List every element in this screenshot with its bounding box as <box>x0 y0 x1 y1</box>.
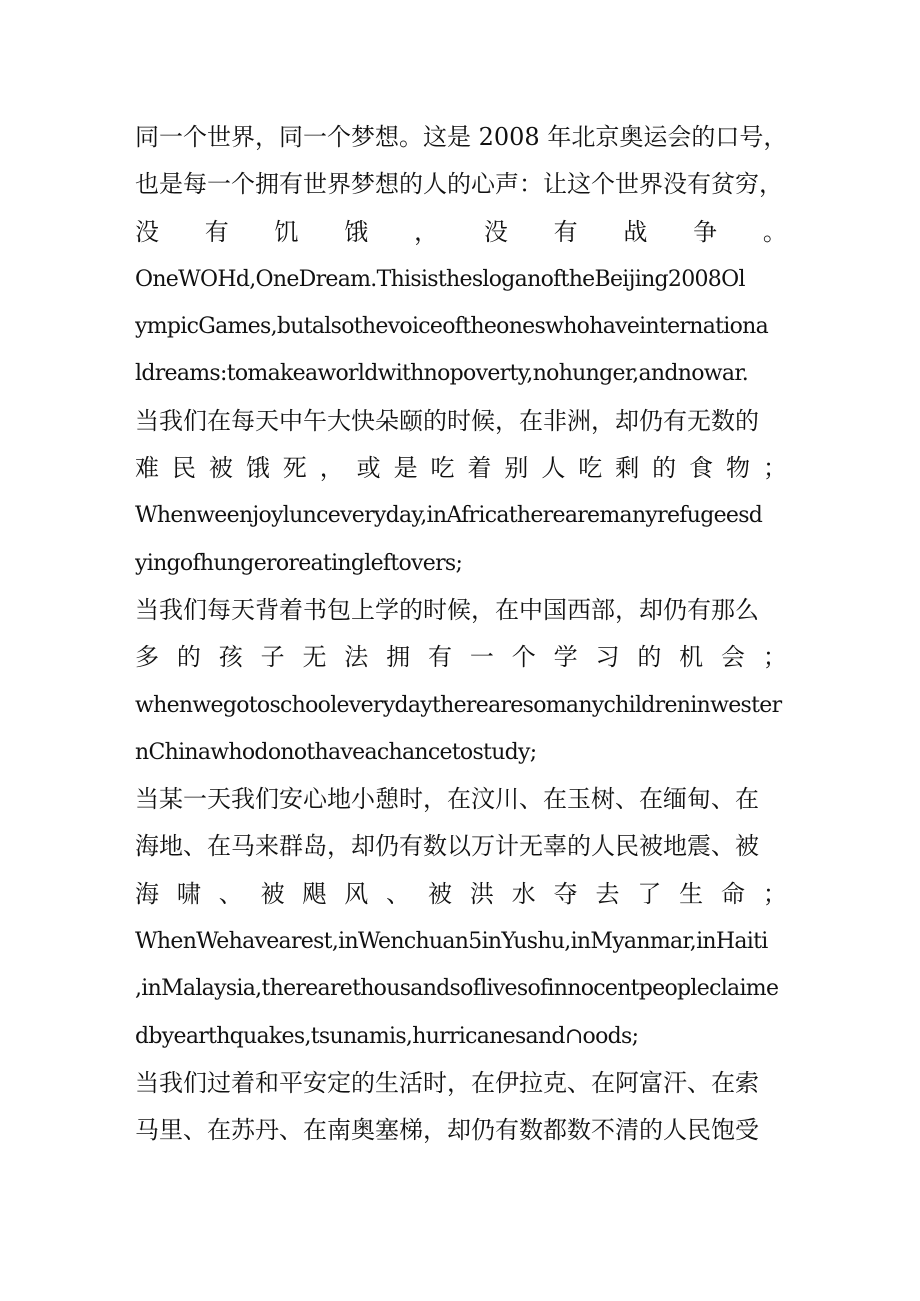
text-line: 也是每一个拥有世界梦想的人的心声：让这个世界没有贫穷， <box>135 170 783 199</box>
text-line: 当某一天我们安心地小憩时，在汶川、在玉树、在缅甸、在 <box>135 785 759 814</box>
text-line: 当我们在每天中午大快朵颐的时候，在非洲，却仍有无数的 <box>135 406 759 435</box>
text-line: whenwegotoschooleverydaytherearesomanychildreninwester <box>135 692 782 718</box>
text-line: 海地、在马来群岛，却仍有数以万计无辜的人民被地震、被 <box>135 832 759 861</box>
text-line: yingofhungeroreatingleftovers; <box>135 550 463 576</box>
text-line: OneWOHd,OneDream.ThisisthesloganoftheBeijing2008Ol <box>135 266 745 292</box>
body-text <box>135 114 787 1155</box>
text-line: ympicGames,butalsothevoiceoftheoneswhohaveinternationa <box>135 314 769 340</box>
text-line: 多 的 孩 子 无 法 拥 有 一 个 学 习 的 机 会 ； <box>135 643 787 672</box>
text-line: 没 有 饥 饿 ， 没 有 战 争 。 <box>135 217 787 246</box>
text-line: Whenweenjoylunceveryday,inAfricatherearemanyrefugeesd <box>135 503 763 529</box>
text-line: dbyearthquakes,tsunamis,hurricanesand∩oods; <box>135 1023 639 1049</box>
text-line: 马里、在苏丹、在南奥塞梯，却仍有数都数不清的人民饱受 <box>135 1116 759 1145</box>
text-line: nChinawhodonothaveachancetostudy; <box>135 739 537 765</box>
text-line: ,inMalaysia,therearethousandsoflivesofinnocentpeopleclaime <box>135 976 779 1002</box>
text-line: 海 啸 、 被 飓 风 、 被 洪 水 夺 去 了 生 命 ； <box>135 879 787 908</box>
text-line: 难 民 被 饿 死 ， 或 是 吃 着 别 人 吃 剩 的 食 物 ； <box>135 454 787 483</box>
text-line: 同一个世界，同一个梦想。这是 2008 年北京奥运会的口号， <box>135 123 787 151</box>
text-line: 当我们过着和平安定的生活时，在伊拉克、在阿富汗、在索 <box>135 1068 759 1097</box>
text-line: WhenWehavearest,inWenchuan5inYushu,inMyanmar,inHaiti <box>135 929 768 955</box>
text-line: ldreams:tomakeaworldwithnopoverty,nohunger,andnowar. <box>135 361 749 387</box>
text-line: 当我们每天背着书包上学的时候，在中国西部，却仍有那么 <box>135 595 759 624</box>
